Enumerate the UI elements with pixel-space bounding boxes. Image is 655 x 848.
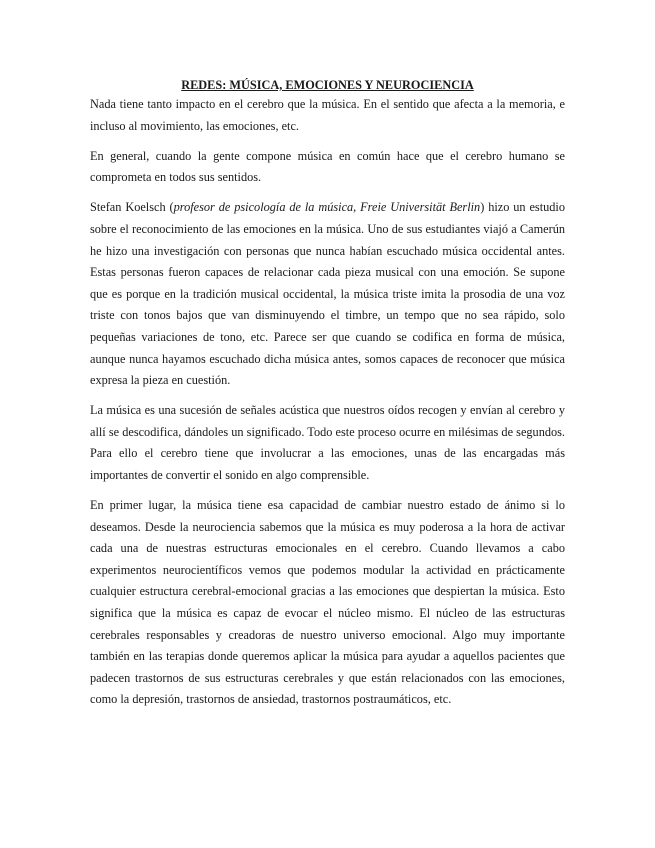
document-page	[90, 77, 565, 720]
paragraph-1: Nada tiene tanto impacto en el cerebro que la música. En el sentido que afecta a la memoria, e incluso al movimiento, las emociones, etc.	[90, 97, 565, 133]
paragraph-5: En primer lugar, la música tiene esa capacidad de cambiar nuestro estado de ánimo si lo deseamos. Desde la neurociencia sabemos que la música es muy poderosa a la hora de activar cada una de nuestras estructuras emocionales en el cerebro. Cuando llevamos a cabo experimentos neurocientíficos vemos que podemos modular la actividad en prácticamente cualquier estructura cerebral-emocional gracias a las emociones que despiertan la música. Esto significa que la música es capaz de evocar el núcleo mismo. El núcleo de las estructuras cerebrales responsables y creadoras de nuestro universo emocional. Algo muy importante también en las terapias donde queremos aplicar la música para ayudar a aquellos pacientes que padecen trastornos de sus estructuras cerebrales y que están relacionados con las emociones, como la depresión, trastornos de ansiedad, trastornos postraumáticos, etc.	[90, 498, 565, 707]
paragraph-3	[90, 197, 565, 391]
document-title: REDES: MÚSICA, EMOCIONES Y NEUROCIENCIA	[181, 78, 474, 92]
paragraph-3-rest: ) hizo un estudio sobre el reconocimiento de las emociones en la música. Uno de sus estudiantes viajó a Camerún he hizo una investigación con personas que nunca habían escuchado música occidental antes. Estas personas fueron capaces de relacionar cada pieza musical con una emoción. Se supone que es porque en la tradición musical occidental, la música triste imita la prosodia de una voz triste con tonos bajos que van disminuyendo el timbre, un tempo que no sea rápido, solo pequeñas variaciones de tono, etc. Parece ser que cuando se codifica en forma de música, aunque nunca hayamos escuchado dicha música antes, somos capaces de reconocer que música expresa la pieza en cuestión.	[90, 200, 565, 388]
paragraph-2: En general, cuando la gente compone música en común hace que el cerebro humano se comprometa en todos sus sentidos.	[90, 148, 565, 185]
paragraph-4: La música es una sucesión de señales acústica que nuestros oídos recogen y envían al cerebro y allí se descodifica, dándoles un significado. Todo este proceso ocurre en milésimas de segundos. Para ello el cerebro tiene que involucrar a las emociones, unas de las encargadas más importantes de convertir el sonido en algo comprensible.	[90, 403, 565, 482]
paragraph-3-start: Stefan Koelsch (	[90, 200, 174, 215]
professor-affiliation: profesor de psicología de la música, Freie Universität Berlin	[173, 200, 481, 215]
